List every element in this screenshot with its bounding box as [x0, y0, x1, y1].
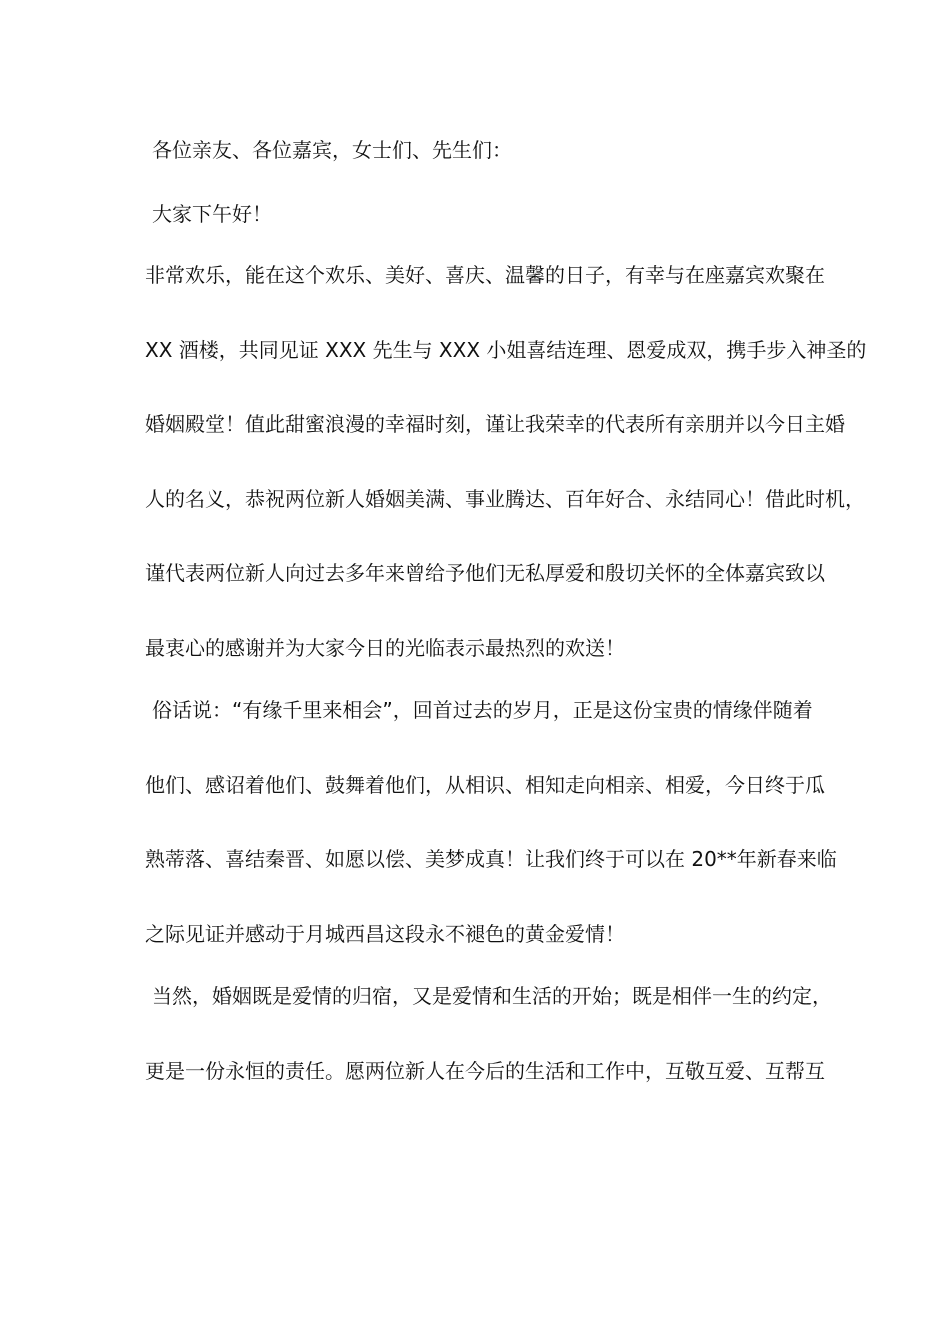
paragraph-1-line-1: 非常欢乐，能在这个欢乐、美好、喜庆、温馨的日子，有幸与在座嘉宾欢聚在	[145, 263, 825, 287]
paragraph-1-line-3: 婚姻殿堂！值此甜蜜浪漫的幸福时刻，谨让我荣幸的代表所有亲朋并以今日主婚	[145, 412, 845, 436]
paragraph-2-line-1: 俗话说：“有缘千里来相会”，回首过去的岁月，正是这份宝贵的情缘伴随着	[152, 698, 813, 722]
paragraph-1-line-6: 最衷心的感谢并为大家今日的光临表示最热烈的欢送！	[145, 636, 625, 660]
paragraph-3-line-2: 更是一份永恒的责任。愿两位新人在今后的生活和工作中，互敬互爱、互帮互	[145, 1059, 825, 1083]
paragraph-2-line-2: 他们、感诏着他们、鼓舞着他们，从相识、相知走向相亲、相爱，今日终于瓜	[145, 773, 825, 797]
paragraph-1-line-5: 谨代表两位新人向过去多年来曾给予他们无私厚爱和殷切关怀的全体嘉宾致以	[145, 561, 825, 585]
paragraph-2-line-4: 之际见证并感动于月城西昌这段永不褪色的黄金爱情！	[145, 922, 625, 946]
paragraph-2-line-3: 熟蒂落、喜结秦晋、如愿以偿、美梦成真！让我们终于可以在 20**年新春来临	[145, 847, 837, 871]
salutation-line: 各位亲友、各位嘉宾，女士们、先生们：	[152, 138, 512, 162]
paragraph-3-line-1: 当然，婚姻既是爱情的归宿，又是爱情和生活的开始；既是相伴一生的约定，	[152, 984, 832, 1008]
greeting-line: 大家下午好！	[152, 202, 272, 226]
paragraph-1-line-2: XX 酒楼，共同见证 XXX 先生与 XXX 小姐喜结连理、恩爱成双，携手步入神圣的	[145, 338, 867, 362]
paragraph-1-line-4: 人的名义，恭祝两位新人婚姻美满、事业腾达、百年好合、永结同心！借此时机，	[145, 487, 865, 511]
